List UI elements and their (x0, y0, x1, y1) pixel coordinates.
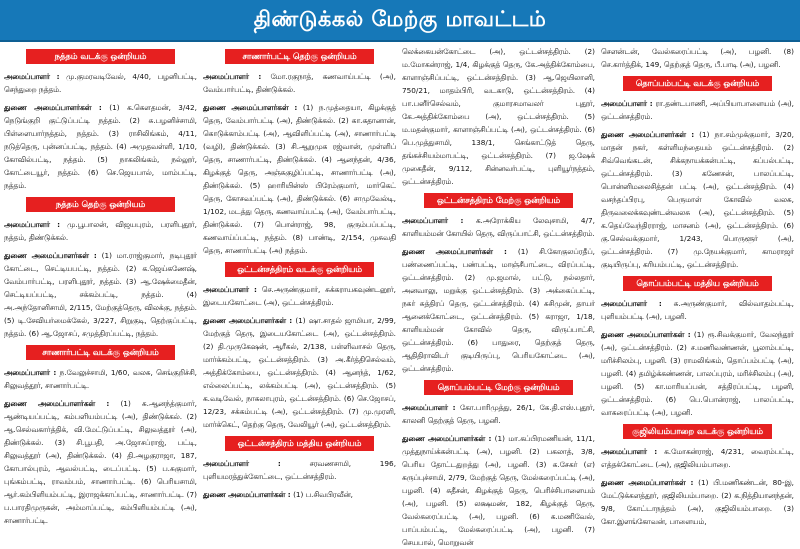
office-bearer-entry (601, 297, 794, 323)
entry-text: லெக்கையன்கோட்டை (அ), ஒட்டன்சத்திரம். (2) ம.மோகன்ராஜ், 1/4, கிழக்குத் தெரு, கே.அத்திக்கோம்பை, காளாஞ்சிப்பட்டி, ஒட்டன்சத்திரம். (3) ஆ.ஜெயிலானி, 750/21, மாதம்பிரி, வடகாடு, ஒட்டன்சத்திரம். (4) பா.பனீர்செல்வம், குமாரசமாவலர் புதூர், கே.அத்திக்கோம்பை (அ), ஒட்டன்சத்திரம். (5) ம.மதன்குமார், காளாஞ்சிப்பட்டி (அ), ஒட்டன்சத்திரம். (6) பெ.முத்துசாமி, 138/1, செங்காட்டுத் தெரு, தங்கச்சியம்மாபட்டி, ஒட்டன்சத்திரம். (7) ஜ.ஷேக் முகைதீன், 9/112, சின்னவர்பட்டி, புளியூர்நத்தம், ஒட்டன்சத்திரம். (402, 47, 595, 186)
office-bearer-entry (4, 366, 197, 392)
role-label: அமைப்பாளர் : (203, 285, 257, 294)
role-label: துணை அமைப்பாளர்கள் : (203, 490, 291, 499)
office-bearer-entry (601, 445, 794, 471)
office-bearer-entry (402, 245, 595, 375)
office-bearer-entry (203, 457, 396, 483)
union-heading: சாணார்பட்டி தெற்கு ஒன்றியம் (225, 49, 374, 64)
column-3 (402, 45, 596, 547)
entry-text: (1) மா.ராஜ்குமார், நடிபுதூர் கோட்டை, செட்டியபட்டி, நத்தம். (2) க.ஜெய்கணேஷ், வேம்பார்பட்டி, பரளிபுதூர், நத்தம். (3) ஆ.ஷேக்மைதீன், செட்டியப்பட்டி, சக்கம்பட்டி, நத்தம். (4) அ.அந்தோனிசாமி, 2/115, மேற்குத்தெரு, விலக்கு, நத்தம். (5) டி.சேவியர்மைக்கேல், 3/227, சிறுகுடி, தெற்குப்பட்டி, நத்தம். (6) ஆ.ஜோசப், சமுத்திரப்பட்டி, நத்தம். (4, 251, 197, 338)
union-heading: ஒட்டன்சத்திரம் மேற்கு ஒன்றியம் (424, 193, 573, 208)
union-heading: ஒட்டன்சத்திரம் வடக்கு ஒன்றியம் (225, 262, 374, 277)
role-label: துணை அமைப்பாளர்கள் : (203, 103, 298, 112)
office-bearer-entry (203, 488, 396, 501)
office-bearer-entry (601, 97, 794, 123)
role-label: துணை அமைப்பாளர்கள் : (601, 330, 691, 339)
office-bearer-entry (203, 101, 396, 257)
entry-text: சரவணசாமி, 196, புளியமரத்துக்கோட்டை, ஒட்டன்சத்திரம். (203, 459, 397, 481)
column-4 (601, 45, 794, 532)
union-heading: நத்தம் வடக்கு ஒன்றியம் (26, 49, 175, 64)
office-bearer-entry (4, 397, 197, 527)
union-heading: தொப்பம்பட்டி வடக்கு ஒன்றியம் (623, 76, 772, 91)
role-label: அமைப்பாளர் : (4, 220, 61, 229)
office-bearer-entry (601, 128, 794, 271)
office-bearer-entry (4, 70, 197, 96)
role-label: அமைப்பாளர் : (402, 403, 456, 412)
office-bearer-entry (402, 432, 595, 549)
entry-text: ரா.தண்டபாணி, அப்பியாபாளையம் (அ), ஒட்டன்சத்திரம். (601, 99, 794, 121)
role-label: அமைப்பாளர் : (601, 447, 658, 456)
office-bearer-entry (601, 328, 794, 419)
office-bearer-entry (203, 314, 396, 431)
role-label: துணை அமைப்பாளர்கள் : (203, 316, 293, 325)
entry-text: (1) ரூ.சிவக்குமார், வேலந்தூர் (அ), ஒட்டன்சத்திரம். (2) ச.மணிவண்ணன், பூலாம்பட்டி, மரிச்சிலம்பு, பழனி. (3) ராமலிங்கம், தொப்பம்பட்டி (அ), பழனி. (4) தமிழ்க்கண்ணன், பாலப்புரம், மரிச்சிலம்பு (அ), பழனி. (5) கா.மாரியப்பன், சத்திரப்பட்டி, பழனி, ஒட்டன்சத்திரம். (6) பெ.பொன்ராஜ், பாலப்பட்டி, வாகரைப்பட்டி (அ), பழனி. (601, 330, 794, 417)
office-bearer-entry (402, 401, 595, 427)
role-label: துணை அமைப்பாளர்கள் : (4, 103, 102, 112)
entry-text: செ.அருண்குமார், சுக்கராயகவுண்டனூர், இடையகோட்டை (அ), ஒட்டன்சத்திரம். (203, 285, 396, 307)
entry-text: க.அரோக்கிய லேவுசாமி, 4/7, காளியம்மன் கோயில் தெரு, விருப்பாட்சி, ஒட்டன்சத்திரம். (402, 216, 595, 238)
entry-text: க.மோகன்ராஜ், 4/231, வைரம்பட்டி, எத்தக்கோட்டை (அ), குஜிலியம்பாறை. (601, 447, 794, 469)
union-heading: சாணார்பட்டி வடக்கு ஒன்றியம் (26, 345, 175, 360)
role-label: துணை அமைப்பாளர்கள் : (601, 130, 695, 139)
entry-text: கோ.பாரிமுத்து, 26/1, கே.தி.எஸ்.புதூர், காலனி தெற்குத் தெரு, பழனி. (402, 403, 596, 425)
union-heading: தொப்பம்பட்டி மேற்கு ஒன்றியம் (424, 380, 573, 395)
continued-text (601, 45, 794, 71)
continued-text (402, 45, 595, 188)
union-heading: ஒட்டன்சத்திரம் மத்திய ஒன்றியம் (225, 436, 374, 451)
office-bearer-entry (203, 283, 396, 309)
entry-text: மு.குமரவடிவேல், 4/40, பழனிபட்டி, செந்துறை நத்தம். (4, 72, 198, 94)
article-columns (4, 45, 796, 547)
role-label: அமைப்பாளர் : (203, 72, 262, 81)
entry-text: சு.அருண்குமார், வில்வாதம்பட்டி, புளியம்பட்டி (அ), பழனி. (601, 299, 794, 321)
role-label: அமைப்பாளர் : (601, 299, 662, 308)
column-1 (4, 45, 197, 532)
office-bearer-entry (4, 101, 197, 192)
role-label: அமைப்பாளர் : (601, 99, 653, 108)
entry-text: (1) சு.ஆனந்த்குமார், ஆண்டியப்பட்டி, கம்பளியம்பட்டி (அ), திண்டுக்கல். (2) ஆ.செல்வகார்த்திக், வி.மேட்டுப்பட்டி, சிலுவத்தூர் (அ), திண்டுக்கல். (3) சி.பூபதி, அ.ஜோசப்ராஜ், பட்டி, சிலுவத்தூர் (அ), திண்டுக்கல். (4) தி.அழகுராஜா, 187, கோபால்புரம், ஆவல்பட்டி, டைப்பட்டி. (5) ப.சுகுமார், புங்கம்பட்டி, ராவம்பம், சாணார்பட்டி. (6) பெரியசாமி, ஆர்.கம்பிளியம்பட்டி, இராஜக்காப்பட்டி, சாணார்பட்டி. (7) ப.பாரதிமுருகன், அம்மாப்பட்டி, கம்பிளியம்பட்டி (அ), சாணார்பட்டி. (4, 399, 197, 525)
office-bearer-entry (203, 70, 396, 96)
role-label: துணை அமைப்பாளர்கள் : (4, 399, 110, 408)
entry-text: (1) ஷா.சாதல் ஜாமியா, 2/99, மேற்குத் தெரு, இடையகோட்டை (அ), ஒட்டன்சத்திரம். (2) தி.முருகேஷன், ஆரீகல், 2/138, பள்ளிவாசல் தெரு, மார்க்கம்பட்டி, ஒட்டன்சத்திரம். (3) அ.கீர்த்திசெல்வம், அத்திக்கோம்பை, ஒட்டன்சத்திரம். (4) ஆனந்த், 1/62, எல்லைப்பட்டி, லக்கம்பட்டி (அ), ஒட்டன்சத்திரம். (5) க.வடிவேல், நாகலாபுரம், ஒட்டன்சத்திரம். (6) செ.ஜோசப், 12/23, சக்கம்பட்டி (அ), ஒட்டன்சத்திரம். (7) மு.முரளி, மார்க்கெட், தெற்கு தெரு, வேலியூர் (அ), ஒட்டன்சத்திரம். (203, 316, 396, 429)
office-bearer-entry (4, 218, 197, 244)
role-label: துணை அமைப்பாளர்கள் : (402, 434, 492, 443)
union-heading: நத்தம் தெற்கு ஒன்றியம் (26, 197, 175, 212)
office-bearer-entry (601, 476, 794, 528)
entry-text: (1) ந.முத்தையா, கிழக்குத் தெரு, வேம்பார்பட்டி (அ), திண்டுக்கல். (2) கா.கதானான், கொடுக்காம்பட்டி (அ), ஆவிளிப்பட்டி (அ), சாணார்பட்டி (வழி), திண்டுக்கல். (3) சி.ஆறுமுக ரஜ்வான், முள்ளிப் தெரு, சாணார்பட்டி, திண்டுக்கல். (4) ஆனந்தன், 4/36, கிழக்குத் தெரு, அஞ்சுகுழிப்பட்டி, சாணார்பட்டி (அ), திண்டுக்கல். (5) ஹாரியின்ஸ் பிரேம்குமார், மார்கெட் தெரு, கோசவப்பட்டி (அ), திண்டுக்கல். (6) சாமுவேல்டி, 1/102, மடத்து தெரு, கணவாய்பட்டி (அ), வேம்பார்பட்டி, திண்டுக்கல். (7) பொன்ராஜ், 98, குரும்பப்பட்டி, கணவாய்ப்பட்டி, நத்தம். (8) பாண்டி, 2/154, முசுவதி தெரு, சாணார்பட்டி (அ) நத்தம். (203, 103, 396, 255)
entry-text: சௌன்டன், வேல்கரைப்பட்டி (அ), பழனி. (8) செ.கார்த்திக், 149, தெற்குத் தெரு, பீ.பாடி (அ), பழனி. (601, 47, 794, 69)
entry-text: மோ.ரகுநாத், கணவாய்பட்டி (அ), வேம்பார்பட்டி, திண்டுக்கல். (203, 72, 396, 94)
column-2 (203, 45, 396, 532)
role-label: அமைப்பாளர் : (4, 72, 60, 81)
entry-text: (1) க.கௌதமன், 3/42, நெடுங்குறி குட்டுப்பட்டி நத்தம். (2) சு.பழனிச்சாமி, பிள்ளையார்நத்தம், நத்தம். (3) ராசிலிங்கம், 4/11, நடுத்தெரு, புன்னப்பட்டி, நத்தம். (4) அமுதவள்ளி, 1/10, கோவில்பட்டி, நத்தம். (5) நாகலிங்கம், நல்லூர், கோட்டையூர், நத்தம். (6) செ.ஜெயபால், மாம்பட்டி, நத்தம். (4, 103, 197, 190)
office-bearer-entry (4, 249, 197, 340)
entry-text: (1) ப.சிவபிரவீன், (293, 490, 353, 499)
union-heading: தொப்பம்பட்டி மத்திய ஒன்றியம் (623, 276, 772, 291)
page-title: திண்டுக்கல் மேற்கு மாவட்டம் (253, 6, 547, 31)
title-banner (0, 0, 800, 42)
role-label: அமைப்பாளர் : (203, 459, 281, 468)
entry-text: மு.பூபாலன், விஜயபுரம், பரளிபுதூர், நத்தம், திண்டுக்கல். (4, 220, 197, 242)
entry-text: (1) மா.கப்பிரமணியன், 11/1, முத்துநாய்க்கன்பட்டி (அ), பழனி. (2) பகலாத், 3/8, பெரிய தோட்டதுறத்து (அ), பழனி. (3) க.சேகர் (எ) கருப்புச்சாமி, 2/79, மேற்குத் தெரு, மேல்கரைப்பட்டி (அ), பழனி. (4) சுதீசன், கிழக்குத் தெரு, பெரிச்சிபாளையம் (அ), பழனி. (5) லக்ஷமண், 182, கிழக்குத் தெரு, வேல்கரைப்பட்டி (அ), பழனி. (6) க.மணிவேல், பாப்பம்பட்டி, மேல்கரைப்பட்டி (அ), பழனி. (7) செயபால், மொறுவன் (402, 434, 595, 547)
role-label: அமைப்பாளர் : (4, 368, 57, 377)
union-heading: குஜிலியம்பாறை வடக்கு ஒன்றியம் (623, 424, 772, 439)
role-label: அமைப்பாளர் : (402, 216, 464, 225)
role-label: துணை அமைப்பாளர்கள் : (601, 478, 694, 487)
role-label: துணை அமைப்பாளர்கள் : (402, 247, 507, 256)
entry-text: (1) நா.சம்முக்குமார், 3/20, மாதன் நகர், கள்ளிமந்தையம் ஒட்டன்சத்திரம். (2) சிவ்வெங்கடன், சிக்கநாயக்கன்பட்டி, கப்பல்பட்டி, ஒட்டன்சத்திரம். (3) கணேசன், பாலப்பட்டி, பொன்னிமலைசித்தன் பட்டி (அ), ஒட்டன்சத்திரம். (4) வசந்தப்பிரபு, பெருமாள் கோவில் வலசு, திருவலைக்கவுண்டன்வலசு (அ), ஒட்டன்சத்திரம். (5) க.தெய்வேந்திரராஜ், மாசனம் (அ), ஒட்டன்சத்திரம். (6) கு.செல்வக்குமார், 1/243, பொருளூர் (அ), ஒட்டன்சத்திரம். (7) மு.நேயக்குமார், காமராஜர் குடியிருப்பு, கரியம்பட்டி, ஒட்டன்சத்திரம். (601, 130, 794, 269)
entry-text: (1) பி.மணிகண்டன், 80-இ, மேட்டுக்களத்தூர், குஜிலியம்பாறை. (2) க.நித்தியானந்தன், 9/8, கோட்டாநத்தம் (அ), குஜிலியம்பாறை. (3) கோ.இளங்கோவன், பாளையம், (601, 478, 794, 526)
entry-text: ந.வேலுச்சாமி, 1/60, வலசு, செங்குறிச்சி, சிலுவத்தூர், சாணார்பட்டி. (4, 368, 197, 390)
entry-text: (1) சி.கோகுலப்ரதீப், பண்ணைப்பட்டி, பண்பட்டி, மாஞ்சீபாட்டை, விரப்பட்டி, ஒட்டன்சத்திரம். (2) மு.ஜமால், பட்டு, நல்லதார், அனவாலு, மறுக்கு ஒட்டன்சத்திரம். (3) அக்கைப்பட்டி, நகர் சுத்திரப் தெரு, ஒட்டன்சத்திரம். (4) சுசிமுன், தாயர் ஆனைக்கோட்டை, ஒட்டன்சத்திரம். (5) கராஜா, 1/18, காளியம்மன் கோவில் தெரு, விருப்பாட்சி, ஒட்டன்சத்திரம். (6) பாதுரை, தெற்குத் தெரு, ஆதிதிராவிடர் குடியிருப்பு, பெரியகோட்டை (அ), ஒட்டன்சத்திரம். (402, 247, 595, 373)
office-bearer-entry (402, 214, 595, 240)
role-label: துணை அமைப்பாளர்கள் : (4, 251, 97, 260)
